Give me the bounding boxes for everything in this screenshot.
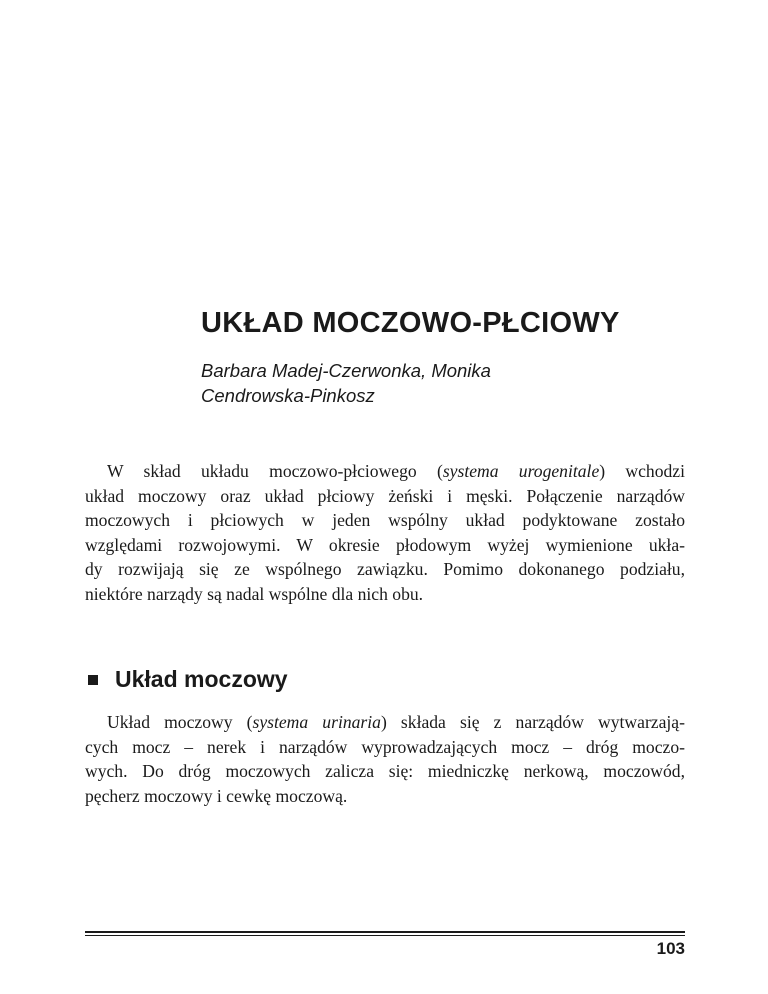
authors-line: Cendrowska-Pinkosz bbox=[201, 385, 375, 406]
text-segment: W skład układu moczowo-płciowego ( bbox=[107, 461, 443, 481]
text-segment: Układ moczowy ( bbox=[107, 712, 253, 732]
latin-term: systema urinaria bbox=[252, 712, 381, 732]
intro-paragraph bbox=[85, 459, 685, 606]
paragraph-line: moczowych i płciowych w jeden wspólny układ podyktowane zostało bbox=[85, 510, 685, 530]
paragraph-line bbox=[85, 459, 685, 484]
paragraph-line: względami rozwojowymi. W okresie płodowym wyżej wymienione ukła- bbox=[85, 534, 685, 555]
footer-divider bbox=[85, 931, 685, 933]
page-number: 103 bbox=[656, 939, 685, 958]
paragraph-line: cych mocz – nerek i narządów wyprowadzających mocz – dróg moczo- bbox=[85, 736, 685, 757]
chapter-title: UKŁAD MOCZOWO-PŁCIOWY bbox=[201, 307, 620, 339]
paragraph-line: układ moczowy oraz układ płciowy żeński i męski. Połączenie narządów bbox=[85, 485, 685, 506]
paragraph-line: wych. Do dróg moczowych zalicza się: miedniczkę nerkową, moczowód, bbox=[85, 761, 685, 781]
paragraph-line: pęcherz moczowy i cewkę moczową. bbox=[85, 785, 348, 806]
text-segment: ) wchodzi bbox=[599, 461, 685, 481]
latin-term: systema urogenitale bbox=[442, 461, 600, 481]
section-paragraph bbox=[85, 710, 685, 808]
paragraph-line: niektóre narządy są nadal wspólne dla nich obu. bbox=[85, 583, 424, 604]
text-segment: ) składa się z narządów wytwarzają- bbox=[380, 712, 685, 732]
authors-line: Barbara Madej-Czerwonka, Monika bbox=[201, 360, 491, 381]
section-heading bbox=[88, 666, 288, 693]
section-heading-text: Układ moczowy bbox=[115, 666, 288, 692]
paragraph-line bbox=[85, 710, 685, 735]
square-bullet-icon bbox=[88, 675, 98, 685]
chapter-authors bbox=[201, 358, 621, 408]
paragraph-line: dy rozwijają się ze wspólnego zawiązku. Pomimo dokonanego podziału, bbox=[85, 559, 685, 579]
footer-divider bbox=[85, 935, 685, 936]
